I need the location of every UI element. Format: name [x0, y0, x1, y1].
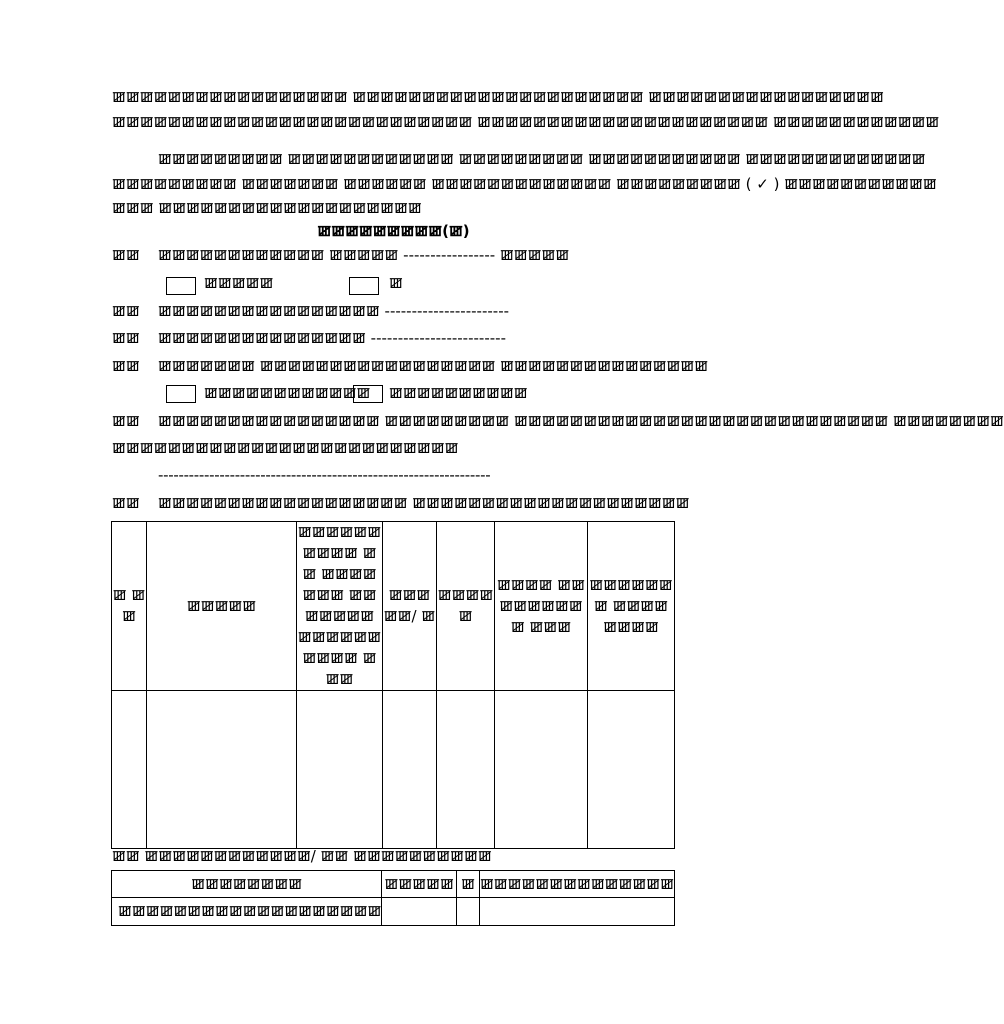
table-header-cell: ꯀꯀꯀꯀꯀꯀꯀꯀꯀꯀ ꯀꯀ ꯀꯀꯀꯀꯀꯀꯀ ꯀꯀꯀꯀꯀꯀꯀ ꯀꯀꯀꯀꯀꯀꯀꯀꯀꯀ ꯀꯀꯀ	[297, 522, 383, 691]
table-header-cell: ꯀꯀꯀꯀꯀ/ ꯀ	[383, 522, 437, 691]
summary-table	[111, 870, 675, 926]
table-header-cell: ꯀꯀꯀꯀ ꯀꯀꯀꯀꯀꯀꯀꯀꯀ ꯀꯀꯀ	[495, 522, 588, 691]
item-4-text: ꯀꯀꯀꯀꯀꯀꯀ ꯀꯀꯀꯀꯀꯀꯀꯀꯀꯀꯀꯀꯀꯀꯀꯀꯀ ꯀꯀꯀꯀꯀꯀꯀꯀꯀꯀꯀꯀꯀꯀꯀ	[158, 357, 709, 375]
item-6-number: ꯀꯀ	[112, 494, 140, 512]
table-header-cell: ꯀꯀꯀꯀꯀꯀꯀꯀꯀꯀꯀꯀꯀꯀ	[479, 871, 674, 898]
item-2-number: ꯀꯀ	[112, 302, 140, 320]
checkbox-option-2b[interactable]	[353, 385, 383, 403]
item-5-text: ꯀꯀꯀꯀꯀꯀꯀꯀꯀꯀꯀꯀꯀꯀꯀꯀ ꯀꯀꯀꯀꯀꯀꯀꯀꯀ ꯀꯀꯀꯀꯀꯀꯀꯀꯀꯀꯀꯀꯀꯀꯀꯀꯀꯀꯀꯀꯀꯀꯀꯀꯀꯀꯀ ꯀꯀꯀꯀꯀꯀꯀꯀ	[158, 412, 1004, 430]
blank-answer-line: -----------------------------------------------------------------	[158, 466, 491, 484]
checkbox-option-2a[interactable]	[166, 385, 196, 403]
table-cell[interactable]	[383, 691, 437, 849]
item-4-number: ꯀꯀ	[112, 357, 140, 375]
table-header-cell: ꯀꯀꯀꯀꯀ	[437, 522, 495, 691]
item-6-text: ꯀꯀꯀꯀꯀꯀꯀꯀꯀꯀꯀꯀꯀꯀꯀꯀꯀꯀ ꯀꯀꯀꯀꯀꯀꯀꯀꯀꯀꯀꯀꯀꯀꯀꯀꯀꯀꯀꯀ	[158, 494, 690, 512]
item-2-text: ꯀꯀꯀꯀꯀꯀꯀꯀꯀꯀꯀꯀꯀꯀꯀꯀ -----------------------	[158, 302, 510, 320]
table-row	[112, 898, 675, 926]
intro-line-1: ꯀꯀꯀꯀꯀꯀꯀꯀꯀ ꯀꯀꯀꯀꯀꯀꯀꯀꯀꯀꯀꯀ ꯀꯀꯀꯀꯀꯀꯀꯀꯀ ꯀꯀꯀꯀꯀꯀꯀꯀꯀꯀꯀ ꯀꯀꯀꯀꯀꯀꯀꯀꯀꯀꯀꯀꯀ	[158, 150, 926, 168]
item-1-number: ꯀꯀ	[112, 246, 140, 264]
intro-line-2: ꯀꯀꯀꯀꯀꯀꯀꯀꯀ ꯀꯀꯀꯀꯀꯀꯀ ꯀꯀꯀꯀꯀꯀ ꯀꯀꯀꯀꯀꯀꯀꯀꯀꯀꯀꯀꯀ ꯀꯀꯀꯀꯀꯀꯀꯀꯀ ( ✓ ) ꯀꯀꯀꯀꯀꯀꯀꯀꯀꯀꯀ	[112, 175, 937, 193]
table-cell[interactable]	[437, 691, 495, 849]
checkbox-option-1a[interactable]	[166, 277, 196, 295]
item-3-number: ꯀꯀ	[112, 329, 140, 347]
section-title: ꯀꯀꯀꯀꯀꯀꯀꯀꯀ(ꯀ)	[317, 222, 470, 240]
table-header-cell: ꯀꯀꯀꯀꯀꯀꯀꯀ	[112, 871, 382, 898]
table-cell: ꯀꯀꯀꯀꯀꯀꯀꯀꯀꯀꯀꯀꯀꯀꯀꯀꯀꯀꯀ	[112, 898, 382, 926]
header-line-2: ꯀꯀꯀꯀꯀꯀꯀꯀꯀꯀꯀꯀꯀꯀꯀꯀꯀꯀꯀꯀꯀꯀꯀꯀꯀꯀ ꯀꯀꯀꯀꯀꯀꯀꯀꯀꯀꯀꯀꯀꯀꯀꯀꯀꯀꯀꯀꯀ ꯀꯀꯀꯀꯀꯀꯀꯀꯀꯀꯀꯀ	[112, 113, 940, 131]
header-line-1: ꯀꯀꯀꯀꯀꯀꯀꯀꯀꯀꯀꯀꯀꯀꯀꯀꯀ ꯀꯀꯀꯀꯀꯀꯀꯀꯀꯀꯀꯀꯀꯀꯀꯀꯀꯀꯀꯀꯀ ꯀꯀꯀꯀꯀꯀꯀꯀꯀꯀꯀꯀꯀꯀꯀꯀꯀ	[112, 88, 884, 106]
table-cell[interactable]	[588, 691, 675, 849]
option-1a-label: ꯀꯀꯀꯀꯀ	[204, 274, 274, 292]
table-cell[interactable]	[147, 691, 297, 849]
option-2a-label: ꯀꯀꯀꯀꯀꯀꯀꯀꯀꯀꯀꯀ	[204, 384, 371, 402]
item-3-text: ꯀꯀꯀꯀꯀꯀꯀꯀꯀꯀꯀꯀꯀꯀꯀ -------------------------	[158, 329, 506, 347]
table-header-row	[112, 871, 675, 898]
option-2b-label: ꯀꯀꯀꯀꯀꯀꯀꯀꯀꯀ	[389, 384, 528, 402]
table-cell[interactable]	[112, 691, 147, 849]
table-cell[interactable]	[382, 898, 457, 926]
table-header-cell: ꯀꯀꯀꯀꯀꯀꯀ ꯀꯀꯀꯀꯀꯀꯀꯀ	[588, 522, 675, 691]
table-header-cell: ꯀ ꯀꯀ	[112, 522, 147, 691]
table-header-cell: ꯀꯀꯀꯀꯀ	[382, 871, 457, 898]
table-cell[interactable]	[479, 898, 674, 926]
item-1-text: ꯀꯀꯀꯀꯀꯀꯀꯀꯀꯀꯀꯀ ꯀꯀꯀꯀꯀ ----------------- ꯀꯀꯀꯀꯀ	[158, 246, 570, 264]
details-table	[111, 521, 675, 849]
table-cell[interactable]	[457, 898, 480, 926]
table-row	[112, 691, 675, 849]
table-2-caption: ꯀꯀ ꯀꯀꯀꯀꯀꯀꯀꯀꯀꯀꯀꯀ/ ꯀꯀ ꯀꯀꯀꯀꯀꯀꯀꯀꯀꯀ	[112, 847, 492, 865]
table-header-cell: ꯀ	[457, 871, 480, 898]
table-header-row	[112, 522, 675, 691]
table-cell[interactable]	[297, 691, 383, 849]
table-cell[interactable]	[495, 691, 588, 849]
checkbox-option-1b[interactable]	[349, 277, 379, 295]
option-1b-label: ꯀ	[389, 274, 403, 292]
item-5-text-cont: ꯀꯀꯀꯀꯀꯀꯀꯀꯀꯀꯀꯀꯀꯀꯀꯀꯀꯀꯀꯀꯀꯀꯀꯀꯀ	[112, 439, 459, 457]
table-header-cell: ꯀꯀꯀꯀꯀ	[147, 522, 297, 691]
item-5-number: ꯀꯀ	[112, 412, 140, 430]
intro-line-3: ꯀꯀꯀ ꯀꯀꯀꯀꯀꯀꯀꯀꯀꯀꯀꯀꯀꯀꯀꯀꯀꯀꯀ	[112, 199, 422, 217]
